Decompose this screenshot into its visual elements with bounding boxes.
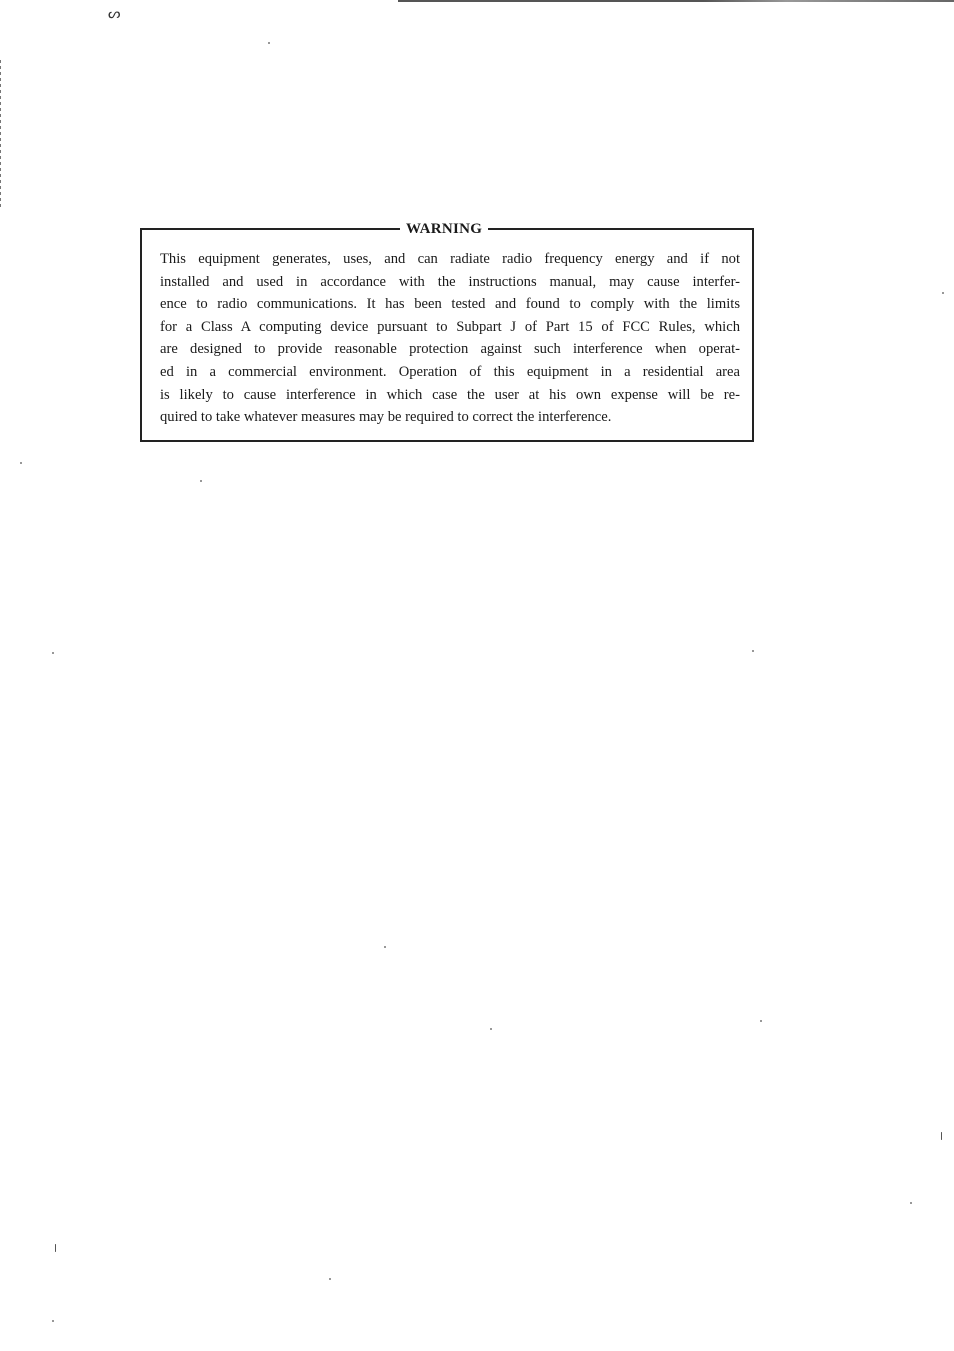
scan-speck [941,1132,942,1140]
scan-left-edge-marks [0,60,1,210]
scan-speck [384,946,386,948]
warning-box [140,221,754,442]
scan-top-edge-line [398,0,954,2]
scan-speck [329,1278,331,1280]
warning-line: is likely to cause interference in which case the user at his own expense will be re- [160,386,740,403]
corner-scan-mark: ᔕ [108,7,121,22]
scan-speck [268,42,270,44]
scan-speck [490,1028,492,1030]
scan-speck [910,1202,912,1204]
warning-line: for a Class A computing device pursuant to Subpart J of Part 15 of FCC Rules, which [160,318,740,335]
warning-line: ence to radio communications. It has been tested and found to comply with the limits [160,296,740,313]
scan-speck [52,1320,54,1322]
warning-line: quired to take whatever measures may be required to correct the interference. [160,409,612,426]
warning-line: are designed to provide reasonable protection against such interference when operat- [160,341,740,358]
scan-speck [52,652,54,654]
scan-speck [752,650,754,652]
scan-speck [760,1020,762,1022]
warning-title: WARNING [400,219,488,239]
warning-line: This equipment generates, uses, and can radiate radio frequency energy and if not [160,251,740,267]
scan-speck [55,1244,56,1252]
warning-line: ed in a commercial environment. Operation of this equipment in a residential area [160,363,740,380]
warning-line: installed and used in accordance with the instructions manual, may cause interfer- [160,273,740,290]
scan-speck [200,480,202,482]
scan-speck [20,462,22,464]
warning-paragraph [160,248,740,429]
scan-speck [942,292,944,294]
